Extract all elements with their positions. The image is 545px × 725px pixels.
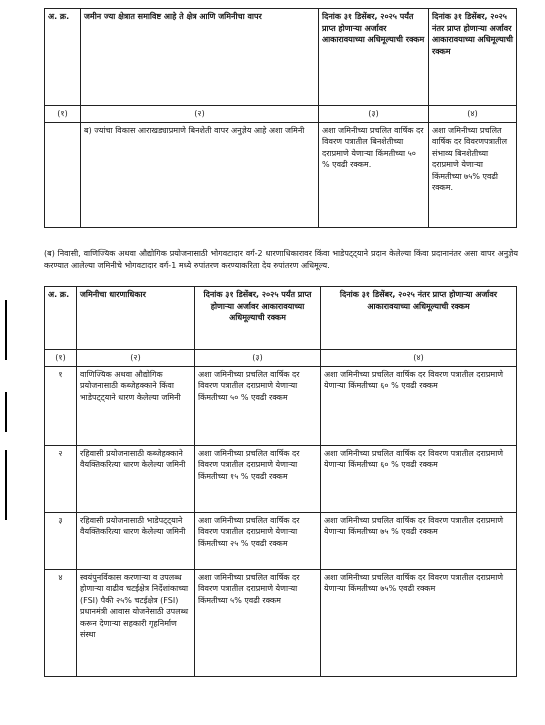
row-after-amount: अशा जमिनीच्या प्रचलित वार्षिक दर विवरण पत्रातील दराप्रमाणे येणाऱ्या किंमतीच्या ७५ % एवढी रक्कम bbox=[321, 512, 517, 569]
header-after-date: दिनांक ३१ डिसेंबर, २०२५ नंतर प्राप्त होणाऱ्या अर्जावर आकारावयाच्या अधिमूल्याची रक्कम bbox=[429, 9, 517, 106]
header-before-date: दिनांक ३१ डिसेंबर, २०२५ पर्यंत प्राप्त होणाऱ्या अर्जावर आकारावयाच्या अधिमूल्याची रक्कम bbox=[319, 9, 429, 106]
col-number: (१) bbox=[45, 350, 77, 367]
row-after-amount: अशा जमिनीच्या प्रचलित वार्षिक दर विवरण पत्रातील दराप्रमाणे येणाऱ्या किंमतीच्या ६० % एवढी रक्कम bbox=[321, 445, 517, 512]
header-area-use: जमीन ज्या क्षेत्रात समाविष्ट आहे ते क्षेत्र आणि जमिनीचा वापर bbox=[81, 9, 319, 106]
col-number: (३) bbox=[319, 106, 429, 123]
margin-mark bbox=[5, 300, 7, 360]
section-note: (ब) निवासी, वाणिज्यिक अथवा औद्योगिक प्रयोजनासाठी भोगवटादार वर्ग-2 धारणाधिकारावर किंवा भाडेपट्ट्याने प्रदान केलेल्या किंवा प्रदानानंतर असा वापर अनुज्ञेय करण्यात आलेल्या जमिनीचे भोगवटादार वर्ग-1 मध्ये रुपांतरण करण्याकरिता देय रुपांतरण अधिमूल्य. bbox=[44, 249, 518, 270]
row-serial: २ bbox=[45, 445, 77, 512]
header-after-date: दिनांक ३१ डिसेंबर, २०२५ नंतर प्राप्त होणाऱ्या अर्जावर आकारावयाच्या अधिमूल्याची रक्कम bbox=[321, 287, 517, 350]
header-serial: अ. क्र. bbox=[45, 287, 77, 350]
table-row bbox=[45, 445, 517, 512]
header-before-date: दिनांक ३१ डिसेंबर, २०२५ पर्यंत प्राप्त होणाऱ्या अर्जावर आकारावयाच्या अधिमूल्याची रक्कम bbox=[195, 287, 321, 350]
row-before-amount: अशा जमिनीच्या प्रचलित वार्षिक दर विवरण पत्रातील दराप्रमाणे येणाऱ्या किंमतीच्या ५% एवढी रक्कम bbox=[195, 569, 321, 676]
row-tenure: स्वयंपुनर्विकास करणाऱ्या व उपलब्ध होणाऱ्या वाढीव चटईक्षेत्र निर्देशांकाच्या (FSI) पैकी २५% चटईक्षेत्र (FSI) प्रधानमंत्री आवास योजनेसाठी उपलब्ध करून देणाऱ्या सहकारी गृहनिर्माण संस्था bbox=[77, 569, 195, 676]
table-row bbox=[45, 512, 517, 569]
col-number: (३) bbox=[195, 350, 321, 367]
col-number: (४) bbox=[429, 106, 517, 123]
col-number: (२) bbox=[77, 350, 195, 367]
row-before-amount: अशा जमिनीच्या प्रचलित वार्षिक दर विवरण पत्रातील दराप्रमाणे येणाऱ्या किंमतीच्या २५ % एवढी रक्कम bbox=[195, 512, 321, 569]
col-number: (४) bbox=[321, 350, 517, 367]
col-number: (१) bbox=[45, 106, 81, 123]
table-row bbox=[45, 122, 517, 227]
numbering-row bbox=[45, 350, 517, 367]
header-serial: अ. क्र. bbox=[45, 9, 81, 106]
row-tenure: वाणिज्यिक अथवा औद्योगिक प्रयोजनासाठी कब्जेहक्काने किंवा भाडेपट्ट्याने धारण केलेल्या जमिनी bbox=[77, 366, 195, 445]
row-before-amount: अशा जमिनीच्या प्रचलित वार्षिक दर विवरण पत्रातील दराप्रमाणे येणाऱ्या किंमतीच्या ५० % एवढी रक्कम bbox=[195, 366, 321, 445]
premium-table-1 bbox=[44, 8, 517, 228]
table-row bbox=[45, 569, 517, 676]
header-tenure: जमिनीचा धारणाधिकार bbox=[77, 287, 195, 350]
margin-mark bbox=[5, 392, 7, 432]
row-serial bbox=[45, 122, 81, 227]
row-after-amount: अशा जमिनीच्या प्रचलित वार्षिक दर विवरण पत्रातील दराप्रमाणे येणाऱ्या किंमतीच्या ६० % एवढी रक्कम bbox=[321, 366, 517, 445]
row-area-use: ब) ज्यांचा विकास आराखड्याप्रमाणे बिनशेती वापर अनुज्ञेय आहे अशा जमिनी bbox=[81, 122, 319, 227]
row-serial: ३ bbox=[45, 512, 77, 569]
numbering-row bbox=[45, 106, 517, 123]
table-header-row bbox=[45, 287, 517, 350]
col-number: (२) bbox=[81, 106, 319, 123]
table-header-row bbox=[45, 9, 517, 106]
row-after-amount: अशा जमिनीच्या प्रचलित वार्षिक दर विवरणपत्रातील संभाव्य बिनशेतीच्या दराप्रमाणे येणाऱ्या किंमतीच्या ७५% एवढी रक्कम. bbox=[429, 122, 517, 227]
row-serial: ४ bbox=[45, 569, 77, 676]
row-serial: १ bbox=[45, 366, 77, 445]
row-before-amount: अशा जमिनीच्या प्रचलित वार्षिक दर विवरण पत्रातील बिनशेतीच्या दराप्रमाणे येणाऱ्या किंमतीच्या ५० % एवढी रक्कम. bbox=[319, 122, 429, 227]
row-after-amount: अशा जमिनीच्या प्रचलित वार्षिक दर विवरण पत्रातील दराप्रमाणे येणाऱ्या किंमतीच्या ७५% एवढी रक्कम bbox=[321, 569, 517, 676]
row-before-amount: अशा जमिनीच्या प्रचलित वार्षिक दर विवरण पत्रातील दराप्रमाणे येणाऱ्या किंमतीच्या १५ % एवढी रक्कम bbox=[195, 445, 321, 512]
margin-mark bbox=[5, 450, 7, 520]
row-tenure: रहिवासी प्रयोजनासाठी कब्जेहक्काने वैयक्तिकरित्या धारण केलेल्या जमिनी bbox=[77, 445, 195, 512]
row-tenure: रहिवासी प्रयोजनासाठी भाडेपट्ट्याने वैयक्तिकरित्या धारण केलेल्या जमिनी bbox=[77, 512, 195, 569]
premium-table-2 bbox=[44, 286, 517, 677]
table-row bbox=[45, 366, 517, 445]
